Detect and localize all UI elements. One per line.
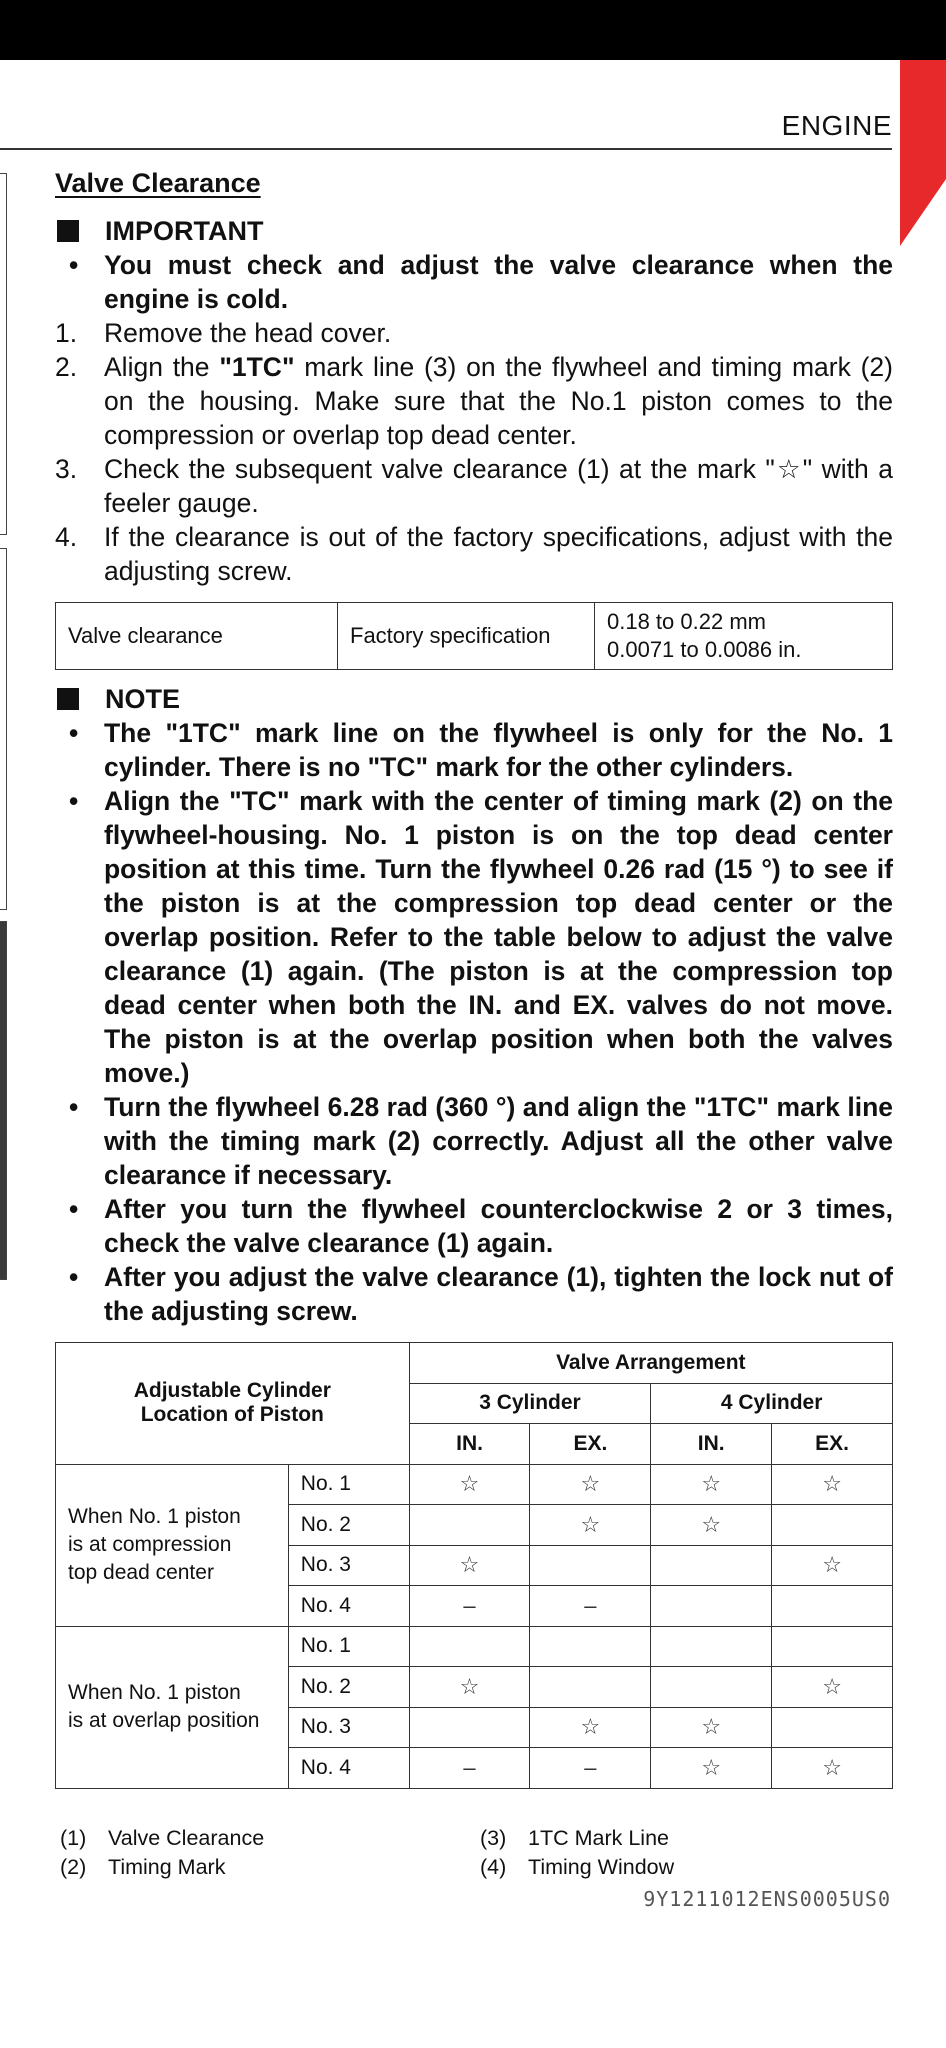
piston-location-label: When No. 1 piston is at overlap position <box>56 1626 289 1788</box>
important-item: • You must check and adjust the valve clearance when the engine is cold. <box>69 250 893 314</box>
bullet-icon: • <box>69 718 79 748</box>
square-bullet-icon <box>57 220 79 242</box>
status-bar <box>0 0 946 60</box>
valve-arrangement-table <box>55 1342 893 1789</box>
table-cell <box>530 1545 651 1586</box>
previous-page-image-edge <box>0 921 7 1280</box>
corner-header: Adjustable Cylinder Location of Piston <box>56 1343 410 1465</box>
table-cell: ☆ <box>530 1505 651 1546</box>
cylinder-number: No. 4 <box>288 1748 409 1789</box>
group-header-3-cylinder: 3 Cylinder <box>409 1383 651 1424</box>
table-cell: ☆ <box>651 1464 772 1505</box>
table-cell: – <box>530 1586 651 1627</box>
col-header-ex: EX. <box>772 1424 893 1465</box>
cylinder-number: No. 2 <box>288 1667 409 1708</box>
cylinder-number: No. 4 <box>288 1586 409 1627</box>
step-number: 3. <box>55 454 78 484</box>
section-title: Valve Clearance <box>55 168 261 198</box>
important-label: IMPORTANT <box>105 216 264 246</box>
legend-item: (3) 1TC Mark Line <box>480 1826 669 1850</box>
cylinder-number: No. 1 <box>288 1626 409 1667</box>
bullet-icon: • <box>69 1262 79 1292</box>
col-header-ex: EX. <box>530 1424 651 1465</box>
piston-location-label: When No. 1 piston is at compression top dead center <box>56 1464 289 1626</box>
note-list <box>55 716 893 1328</box>
table-row <box>56 1464 893 1505</box>
table-cell: – <box>409 1586 530 1627</box>
note-item: • After you turn the flywheel counterclockwise 2 or 3 times, check the valve clearance (1) again. <box>69 1194 893 1258</box>
legend-item: (4) Timing Window <box>480 1855 675 1879</box>
table-cell <box>651 1545 772 1586</box>
spec-table <box>55 602 893 670</box>
table-cell <box>651 1586 772 1627</box>
legend-row <box>60 1824 900 1853</box>
table-cell <box>772 1707 893 1748</box>
chapter-title: ENGINE <box>781 110 892 141</box>
valve-arrangement-header: Valve Arrangement <box>409 1343 892 1384</box>
note-item: • Turn the flywheel 6.28 rad (360 °) and align the "1TC" mark line with the timing mark (2) correctly. Adjust all the other valve clearance if necessary. <box>69 1092 893 1190</box>
note-label: NOTE <box>105 684 181 714</box>
table-cell <box>651 1667 772 1708</box>
table-cell <box>772 1586 893 1627</box>
legend-item: (2) Timing Mark <box>60 1855 226 1879</box>
legend-item: (1) Valve Clearance <box>60 1826 265 1850</box>
table-row <box>56 603 893 670</box>
table-cell <box>530 1667 651 1708</box>
cylinder-number: No. 2 <box>288 1505 409 1546</box>
procedure-step: 3. Check the subsequent valve clearance (1) at the mark "☆" with a feeler gauge. <box>55 454 893 518</box>
important-list <box>55 248 893 316</box>
col-header-in: IN. <box>409 1424 530 1465</box>
table-cell: ☆ <box>530 1464 651 1505</box>
procedure-steps <box>55 316 893 588</box>
square-bullet-icon <box>57 688 79 710</box>
cylinder-number: No. 1 <box>288 1464 409 1505</box>
spec-item: Valve clearance <box>56 603 338 670</box>
bullet-icon: • <box>69 786 79 816</box>
table-cell <box>772 1505 893 1546</box>
cylinder-number: No. 3 <box>288 1707 409 1748</box>
cylinder-number: No. 3 <box>288 1545 409 1586</box>
table-cell: ☆ <box>409 1545 530 1586</box>
previous-page-edge <box>0 173 7 535</box>
section-tab-marker <box>900 60 946 246</box>
table-cell <box>772 1626 893 1667</box>
table-cell: ☆ <box>772 1667 893 1708</box>
procedure-step: 4. If the clearance is out of the factory specifications, adjust with the adjusting screw. <box>55 522 893 586</box>
procedure-step: 1. Remove the head cover. <box>55 318 392 348</box>
table-cell: ☆ <box>651 1707 772 1748</box>
step-number: 2. <box>55 352 78 382</box>
table-cell: ☆ <box>409 1464 530 1505</box>
table-row <box>56 1626 893 1667</box>
legend-row <box>60 1853 900 1882</box>
table-cell <box>409 1505 530 1546</box>
spec-value: 0.18 to 0.22 mm 0.0071 to 0.0086 in. <box>595 603 893 670</box>
document-code: 9Y1211012ENS0005US0 <box>643 1887 891 1911</box>
group-header-4-cylinder: 4 Cylinder <box>651 1383 893 1424</box>
table-cell: – <box>530 1748 651 1789</box>
table-cell <box>409 1626 530 1667</box>
table-cell <box>651 1626 772 1667</box>
bullet-icon: • <box>69 1092 79 1122</box>
col-header-in: IN. <box>651 1424 772 1465</box>
table-cell: ☆ <box>409 1667 530 1708</box>
table-cell: ☆ <box>772 1748 893 1789</box>
bullet-icon: • <box>69 1194 79 1224</box>
table-cell <box>409 1707 530 1748</box>
table-cell: ☆ <box>651 1748 772 1789</box>
figure-legend <box>60 1824 900 1882</box>
step-number: 1. <box>55 318 78 348</box>
bullet-icon: • <box>69 250 79 280</box>
previous-page-edge <box>0 548 7 910</box>
note-item: • After you adjust the valve clearance (1), tighten the lock nut of the adjusting screw. <box>69 1262 893 1326</box>
table-cell: – <box>409 1748 530 1789</box>
procedure-step: 2. Align the "1TC" mark line (3) on the flywheel and timing mark (2) on the housing. Make sure that the No.1 piston comes to the compression or overlap top dead center. <box>55 352 893 450</box>
table-cell: ☆ <box>772 1545 893 1586</box>
table-cell: ☆ <box>772 1464 893 1505</box>
note-heading <box>55 682 893 716</box>
step-number: 4. <box>55 522 78 552</box>
spec-label: Factory specification <box>338 603 595 670</box>
important-heading <box>55 214 893 248</box>
page-content <box>55 166 893 1789</box>
table-cell <box>530 1626 651 1667</box>
table-cell: ☆ <box>530 1707 651 1748</box>
table-header-row <box>56 1343 893 1384</box>
note-item: • Align the "TC" mark with the center of timing mark (2) on the flywheel-housing. No. 1 piston is on the top dead center position at this time. Turn the flywheel 0.26 rad (15 °) to see if the piston is at the compression top dead center or the overlap position. Refer to the table below to adjust the valve clearance (1) again. (The piston is at the compression top dead center when both the IN. and EX. valves do not move. The piston is at the overlap position when both the valves move.) <box>69 786 893 1088</box>
header-divider <box>0 148 892 150</box>
note-item: • The "1TC" mark line on the flywheel is only for the No. 1 cylinder. There is no "TC" mark for the other cylinders. <box>69 718 893 782</box>
table-cell: ☆ <box>651 1505 772 1546</box>
